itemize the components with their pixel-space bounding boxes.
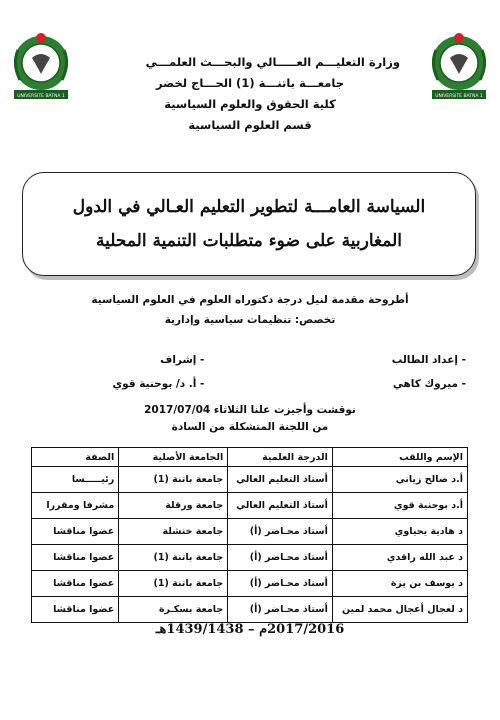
member-name: د عبد الله راقدي — [332, 545, 467, 571]
member-degree: أستاذ محـاضر (أ) — [228, 597, 333, 623]
thesis-title-line1: السياسة العامـــة لتطوير التعليم العـالي في الدول — [72, 197, 426, 217]
committee-header-row — [32, 448, 468, 467]
member-role: عضوا مناقشا — [32, 545, 119, 571]
member-university: جامعة باتنة (1) — [119, 571, 228, 597]
member-degree: أستاذ محـاضر (أ) — [228, 571, 333, 597]
member-degree: أستاذ التعليم العالي — [228, 493, 333, 519]
academic-year: 2017/2016م – 1439/1438هـ — [155, 622, 345, 637]
table-row — [32, 597, 468, 623]
defense-info — [20, 402, 480, 436]
table-row — [32, 493, 468, 519]
university-logo-left — [8, 30, 74, 104]
thesis-specialty: تخصص: تنظيمات سياسية وإدارية — [164, 314, 336, 326]
member-role: رئيـــــسا — [32, 467, 119, 493]
member-university: جامعة باتنة (1) — [119, 545, 228, 571]
thesis-title-line2: المغاربية على ضوء متطلبات التنمية المحلية — [96, 231, 402, 251]
member-role: مشرفا ومقررا — [32, 493, 119, 519]
university-logo-right — [426, 30, 492, 104]
member-name: أ.د بوحنية قوي — [332, 493, 467, 519]
table-row — [32, 519, 468, 545]
member-name: د يوسف بن يزة — [332, 571, 467, 597]
member-role: عضوا مناقشا — [32, 519, 119, 545]
institution-header — [90, 52, 410, 136]
header-degree: الدرجة العلمية — [228, 448, 333, 467]
member-name: أ.د صالح زياني — [332, 467, 467, 493]
member-name: د هادية يحياوي — [332, 519, 467, 545]
committee-intro: من اللجنة المتشكلة من السادة — [171, 421, 329, 433]
ministry-name: وزارة التعليـــم العـــــالي والبحـــث العلمـــي — [145, 55, 400, 69]
student-name: - ميروك كاهي — [392, 378, 466, 390]
member-name: د لعجال أعجال محمد لمين — [332, 597, 467, 623]
table-row — [32, 571, 468, 597]
department-name: قسم العلوم السياسية — [188, 118, 312, 132]
defense-date: نوقشت وأجيزت علنا الثلاثاء 2017/07/04 — [144, 404, 356, 416]
member-university: جامعة باتنة (1) — [119, 467, 228, 493]
university-name: جامعـــة باتنـــة (1) الحـــاج لخضر — [156, 76, 344, 90]
faculty-name: كلية الحقوق والعلوم السياسية — [164, 97, 336, 111]
thesis-info — [20, 290, 480, 330]
member-university: جامعة ورقلة — [119, 493, 228, 519]
member-university: جامعة بسكـرة — [119, 597, 228, 623]
member-role: عضوا مناقشا — [32, 571, 119, 597]
header-name: الإسم واللقب — [332, 448, 467, 467]
logo-text-right: UNIVERSITE BATNA 1 — [435, 94, 483, 99]
logo-text-left: UNIVERSITE BATNA 1 — [17, 94, 65, 99]
supervisor-label: - إشراف — [160, 354, 205, 366]
member-degree: أستاذ محـاضر (أ) — [228, 519, 333, 545]
member-degree: أستاذ محـاضر (أ) — [228, 545, 333, 571]
table-row — [32, 545, 468, 571]
header-university: الجامعة الأصلية — [119, 448, 228, 467]
header-role: الصفة — [32, 448, 119, 467]
committee-table — [31, 447, 468, 623]
thesis-title-box — [22, 172, 476, 276]
thesis-purpose: أطروحة مقدمة لنيل درجة دكتوراه العلوم في العلوم السياسية — [91, 294, 409, 306]
supervisor-name: - أ. د/ بوحنية قوي — [112, 378, 205, 390]
student-label: - إعداد الطالب — [391, 354, 466, 366]
member-degree: أستاذ التعليم العالي — [228, 467, 333, 493]
roles — [30, 348, 466, 396]
member-university: جامعة خنشلة — [119, 519, 228, 545]
member-role: عضوا مناقشا — [32, 597, 119, 623]
table-row — [32, 467, 468, 493]
